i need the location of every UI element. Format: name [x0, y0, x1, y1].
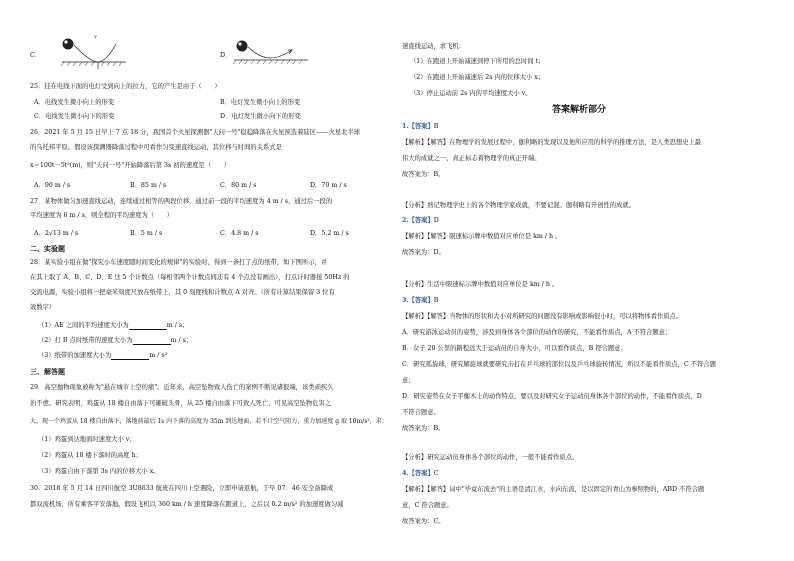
answer-value: D: [433, 217, 439, 224]
answer-number: 1.: [402, 123, 409, 130]
q25-option-a: A．电线发生微小向上的形变: [34, 99, 115, 106]
ball-icon: [237, 41, 248, 52]
q27-option-a: A．2√13 m / s: [34, 230, 79, 237]
q29-sub-2: （2）鸡蛋从 18 楼下落时的高度 h；: [38, 452, 142, 459]
answer-3-option-d-2: 不符合题意。: [402, 409, 440, 416]
q28-line-3: 交流电源，实验小组将一把毫米刻度尺放在纸带上，其 0 刻度线和计数点 A 对齐。（所有计算结果保留 3 位有: [30, 289, 335, 296]
answer-4: [402, 470, 439, 478]
answer-1: [402, 123, 438, 131]
q29-line-3: 大。现一个鸡蛋从 18 楼自由落下，落地前最后 1s 内下落的高度为 35m 到达地面，若不计空气阻力，重力加速度 g 取 10m/s²，求：: [30, 418, 388, 425]
answer-1-analysis-1: 【解析】【解答】在物理学的发展过程中，伽利略的发现以及他所应用的科学的推理方法，是人类思想史上最: [402, 139, 702, 146]
q26-option-a: A．90 m / s: [34, 182, 71, 189]
q25-option-c: C．电线发生微小向下的形变: [34, 113, 115, 120]
answer-1-conclusion: 故答案为：B。: [402, 171, 445, 178]
q26-line-2: 的乌托邦平原。假设该探测器降落过程中可看作匀变速直线运动，其位移与时间的关系式是: [30, 144, 282, 151]
q27-line-1: 27．某物体做匀加速直线运动，连续通过相等的两段位移，通过前一段的平均速度为 4 m / s，通过后一段的: [30, 198, 333, 205]
option-d-label: D．: [220, 52, 232, 59]
answer-4-analysis-2: 意，C 符合题意。: [402, 502, 453, 509]
q25-stem: 25．挂在电线下面的电灯受到向上的拉力，它的产生是由于（ ）: [30, 83, 221, 90]
q30-sub-2: （2）在跑道上开始减速后 2s 内的位移大小 x；: [410, 74, 545, 81]
q27-line-2: 平均速度为 6 m / s，则全程的平均速度为（ ）: [30, 212, 173, 219]
q26-option-c: C．80 m / s: [220, 182, 257, 189]
figure-option-d: [230, 38, 316, 68]
answer-3-option-c-1: C．研究孤旋球，研究解旋球就要研究击打在乒乓球的部位以及乒乓球旋转情况，所以不能看作质点，C 不符合题: [402, 361, 716, 368]
q30-line-2: 都双流机场，所有乘客平安落地。假设飞机以 360 km / h 速度降落在跑道上，之后以 0.2 m/s² 的加速度做匀减: [30, 501, 344, 508]
answer-number: 2.: [402, 217, 409, 224]
q28-sub-1-text: （1）AE 之间的平均速度大小为: [38, 322, 129, 329]
q29-sub-3: （3）鸡蛋自由下落第 3s 内的位移大小 x。: [38, 468, 160, 475]
q28-line-4: 效数字）: [30, 304, 56, 311]
q26-line-1: 26．2021 年 5 月 15 日早上 7 点 18 分，我国首个火星探测器"天问一号"稳稳降落在火星预选着陆区——火星北半球: [30, 129, 361, 136]
q27-option-b: B．5 m / s: [130, 230, 163, 237]
q30-continuation: 速直线运动，求飞机：: [402, 43, 465, 50]
answer-blank[interactable]: [129, 323, 167, 330]
answer-value: B: [433, 297, 439, 304]
answer-2-explanation: 【分析】生活中限速标示牌中数值对应单位是 km / h 。: [402, 281, 559, 288]
q28-line-1: 28．某实验小组在做"探究小车速度随时间变化的规律"的实验时，得到一条打了点的纸带，如下图所示，并: [30, 259, 328, 266]
answer-4-conclusion: 故答案为：C。: [402, 518, 445, 525]
q30-sub-1: （1）在跑道上开始减速到停下所用的总时间 t；: [410, 58, 545, 65]
section-solution-heading: 三、解答题: [30, 367, 65, 376]
q29-line-2: 治不愈。研究表明，鸡蛋从 18 楼自由落下可砸破头骨，从 25 楼自由落下可致人死亡，可见高空坠物危害之: [30, 400, 332, 407]
q28-sub-2: [38, 337, 192, 345]
q26-option-b: B．85 m / s: [130, 182, 167, 189]
q30-sub-3: （3）停止运动前 2s 内的平均速度大小 v。: [410, 90, 532, 97]
velocity-label: v: [94, 34, 97, 40]
q27-option-d: D．5.2 m / s: [310, 230, 349, 237]
q25-option-d: D．电灯发生微小向下的形变: [220, 113, 301, 120]
answer-value: C: [433, 470, 439, 477]
answer-1-analysis-2: 伟大的成就之一，真正标志着物理学的真正开端。: [402, 155, 541, 162]
q28-sub-3-unit: m / s²: [149, 352, 168, 359]
figure-option-c: [42, 34, 128, 70]
q26-option-d: D．70 m / s: [310, 182, 347, 189]
answer-3-analysis: 【解析】【解答】当物体的形状和大小对所研究的问题没有影响或影响很小时，可以将物体看作质点。: [402, 313, 683, 320]
q30-line-1: 30．2018 年 5 月 14 日四川航空 3U8633 航班在四川上空遇险，立即申请返航，于早 07：46 安全备降成: [30, 485, 334, 492]
answer-3-option-a: A．研究游泳运动员的姿势，涉及到身体各个部位的动作的研究，不能看作质点，A 不符合题意；: [402, 329, 672, 336]
q28-sub-3: [38, 352, 167, 360]
answer-tag: 【答案】: [408, 123, 434, 130]
answer-3-explanation: 【分析】研究运动员身体各个部位的动作，一般不能看作质点。: [402, 454, 579, 461]
q26-line-3: x＝100t－5t²(m)，则"天问一号"开始降落后第 3s 初的速度是（ ）: [30, 162, 230, 169]
q28-sub-1-unit: m / s；: [166, 322, 189, 329]
answer-1-explanation: 【分析】熟记物理学史上的各个物理学家成就，不要记混。伽利略有开创性的成就。: [402, 202, 635, 209]
answer-number: 3.: [402, 297, 409, 304]
answer-number: 4.: [402, 470, 409, 477]
answer-blank[interactable]: [133, 338, 171, 345]
answer-3-conclusion: 故答案为：B。: [402, 425, 445, 432]
answer-section-title: 答案解析部分: [552, 105, 607, 115]
q28-sub-3-text: （3）纸带的加速度大小为: [38, 352, 112, 359]
ball-icon: [63, 39, 74, 50]
answer-tag: 【答案】: [408, 297, 434, 304]
q28-sub-2-text: （2）打 B 点时纸带的速度大小为: [38, 337, 133, 344]
answer-tag: 【答案】: [408, 470, 434, 477]
answer-3-option-c-2: 意；: [402, 377, 415, 384]
q28-line-2: 在其上取了 A、B、C、D、E 这 5 个计数点（每相邻两个计数点间还有 4 个点没有画出），打点计时器接 50Hz 的: [30, 274, 350, 281]
q25-option-b: B．电灯发生微小向上的形变: [220, 99, 301, 106]
answer-value: B: [433, 123, 439, 130]
answer-3-option-d-1: D．研究姿势在女子平衡木上的动作特点，要以及对研究女子运动员身体各个部位的动作，不能看作质点，D: [402, 393, 702, 400]
q27-option-c: C．4.8 m / s: [220, 230, 259, 237]
q28-sub-1: [38, 322, 188, 330]
q28-sub-2-unit: m / s；: [170, 337, 193, 344]
answer-2-analysis: 【解析】【解答】限速标示牌中数值对应单位是 km / h 。: [402, 233, 562, 240]
answer-tag: 【答案】: [408, 217, 434, 224]
section-experiment-heading: 二、实验题: [30, 244, 65, 253]
answer-4-analysis-1: 【解析】【解答】词中"毕竟东流去"的主语是清江水，水向东流，是以固定的青山为参照物的，ABD 不符合题: [402, 486, 705, 493]
q29-sub-1: （1）鸡蛋到达地面时速度大小 v；: [38, 436, 136, 443]
q29-line-1: 29．高空抛物现象被称为"悬在城市上空的痛"。近年来，高空坠物致人伤亡的案例不断见诸报端，该类顽疾久: [30, 384, 334, 391]
answer-3: [402, 297, 438, 305]
answer-2: [402, 217, 439, 225]
answer-blank[interactable]: [111, 353, 149, 360]
answer-3-option-b: B．女子 20 公里的路程远大于运动员的自身大小，可以看作质点，B 符合题意；: [402, 345, 627, 352]
answer-2-conclusion: 故答案为：D。: [402, 249, 445, 256]
option-c-label: C．: [30, 52, 42, 59]
